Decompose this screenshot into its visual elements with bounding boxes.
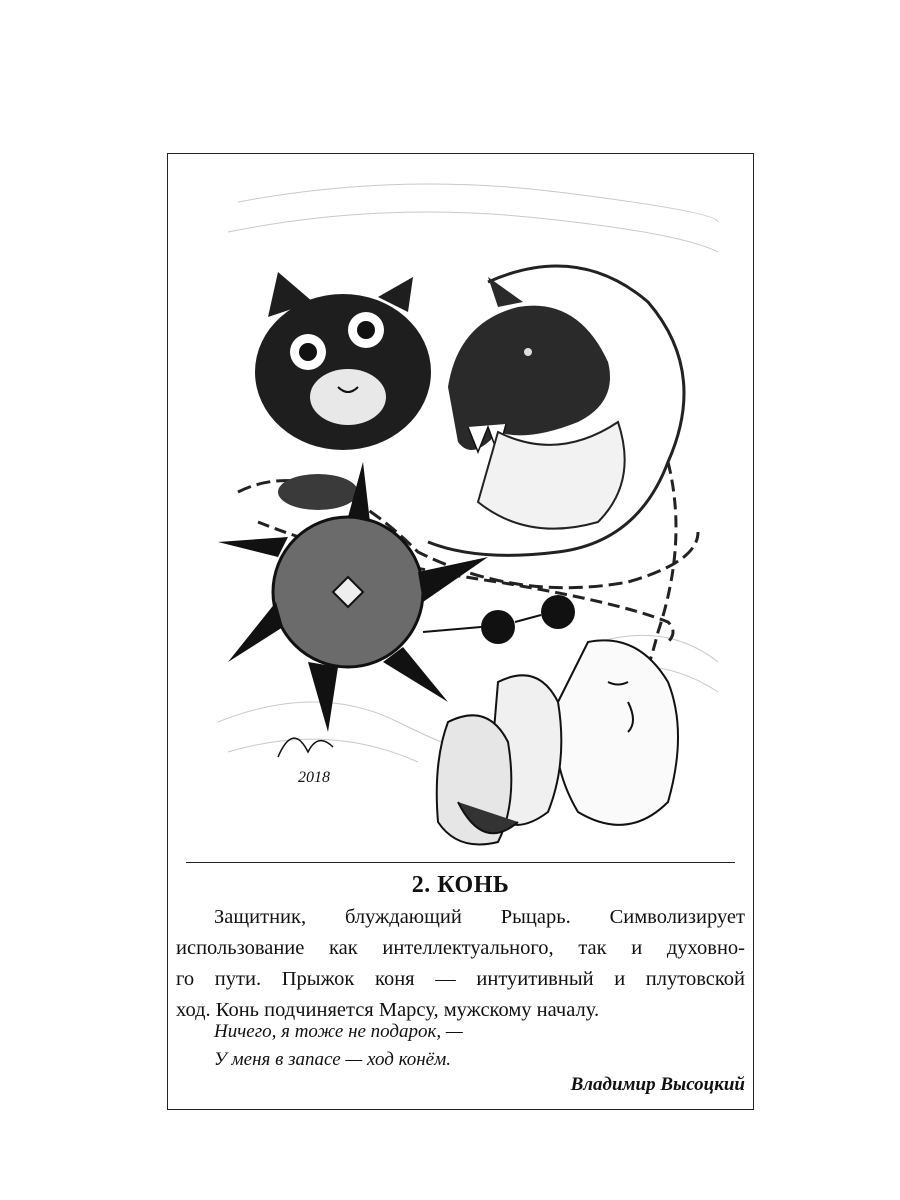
illustration-drawing	[198, 162, 725, 854]
body-line: го пути. Прыжок коня — интуитивный и плутовской	[176, 968, 745, 990]
body-line: Защитник, блуждающий Рыцарь. Символизирует	[214, 906, 745, 928]
body-line: ход. Конь подчиняется Марсу, мужскому началу.	[176, 999, 600, 1021]
wolf-head-icon	[448, 277, 625, 529]
section-body	[176, 902, 745, 1026]
knight-illustration	[198, 162, 725, 854]
epigraph-line: У меня в запасе — ход конём.	[214, 1049, 451, 1070]
epigraph-line: Ничего, я тоже не подарок, —	[214, 1021, 463, 1042]
epigraph	[214, 1018, 463, 1074]
card-frame	[167, 153, 754, 1110]
heading-rule	[186, 862, 735, 863]
epigraph-author: Владимир Высоцкий	[570, 1074, 745, 1095]
section-heading: 2. КОНЬ	[411, 872, 510, 898]
three-faces-icon	[437, 640, 678, 844]
cat-head-icon	[255, 272, 431, 510]
signature-year: 2018	[298, 769, 330, 786]
body-line: использование как интеллектуального, так и духовно-	[176, 937, 745, 959]
artist-signature	[278, 738, 333, 786]
